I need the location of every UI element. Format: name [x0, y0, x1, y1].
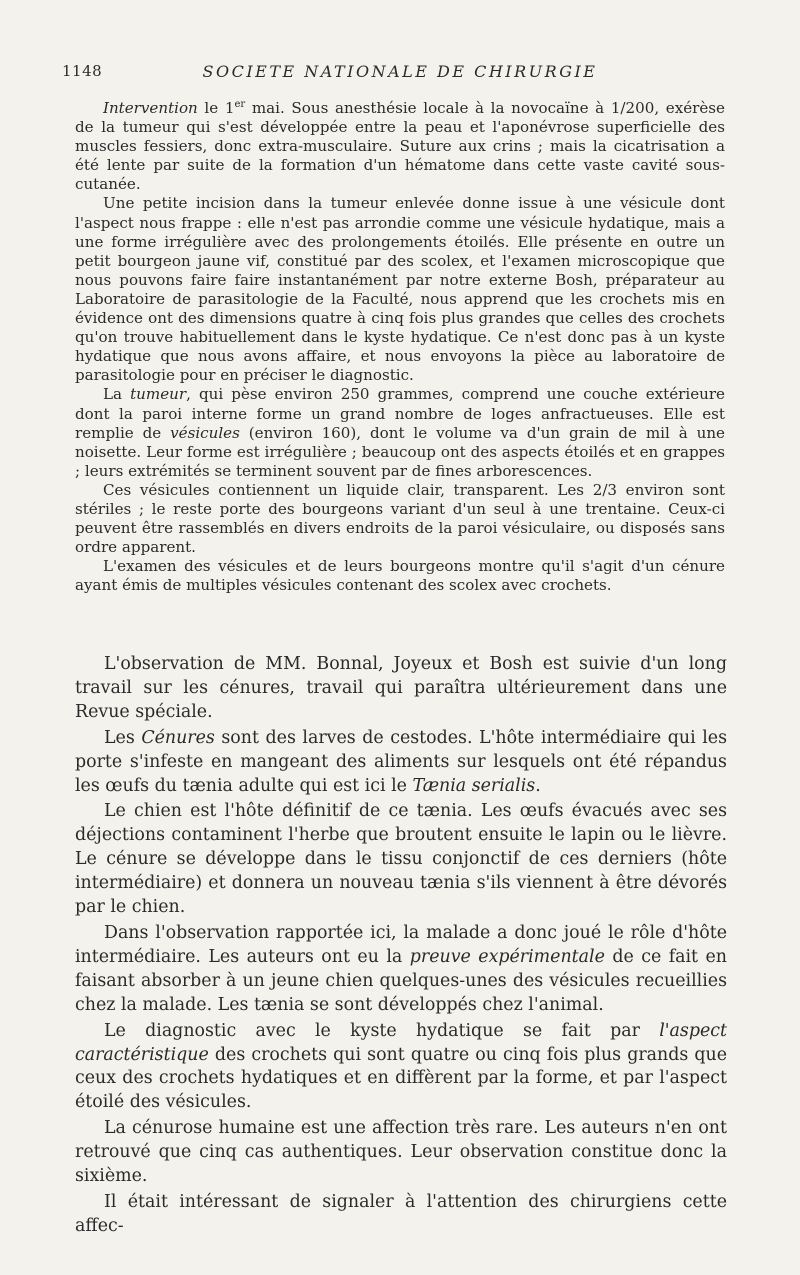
running-title: SOCIETE NATIONALE DE CHIRURGIE [202, 62, 598, 81]
intervention-label: Intervention [103, 99, 198, 117]
commentary-paragraph: Le chien est l'hôte définitif de ce tænia. Les œufs évacués avec ses déjections contaminent l'herbe que broutent ensuite le lapin ou le lièvre. Le cénure se développe dans le tissu conjonctif de ces derniers (hôte intermédiaire) et donnera un nouveau tænia s'ils viennent à être dévorés par le chien. [75, 801, 727, 918]
commentary-paragraph: Le diagnostic avec le kyste hydatique se fait par l'aspect caractéristique des crochets qui sont quatre ou cinq fois plus grands que ceux des crochets hydatiques et en diffèrent par la forme, et par l'aspect étoilé des vésicules. [75, 1020, 727, 1113]
case-paragraph-liquid: Ces vésicules contiennent un liquide clair, transparent. Les 2/3 environ sont stériles ; le reste porte des bourgeons variant d'un seul à une trentaine. Ceux-ci peuvent être rassemblés en divers endroits de la paroi vésiculaire, ou disposés sans ordre apparent. [75, 480, 725, 557]
case-paragraph-tumor: La tumeur, qui pèse environ 250 grammes, comprend une couche extérieure dont la paroi interne forme un grand nombre de loges anfractueuses. Elle est remplie de vésicules (environ 160), dont le volume va d'un grain de mil à une noisette. Leur forme est irrégulière ; beaucoup ont des aspects étoilés et en grappes ; leurs extrémités se terminent souvent par de fines arborescences. [75, 385, 725, 480]
commentary-paragraph: Il était intéressant de signaler à l'attention des chirurgiens cette affec- [75, 1191, 727, 1236]
case-paragraph-vesicle: Une petite incision dans la tumeur enlevée donne issue à une vésicule dont l'aspect nous frappe : elle n'est pas arrondie comme une vésicule hydatique, mais a une forme irrégulière avec des prolongements étoilés. Elle présente en outre un petit bourgeon jaune vif, constitué par des scolex, et l'examen microscopique que nous pouvons faire faire instantanément par notre externe Bosh, préparateur au Laboratoire de parasitologie de la Faculté, nous apprend que les crochets mis en évidence ont des dimensions quatre à cinq fois plus grandes que celles des crochets qu'on trouve habituellement dans le kyste hydatique. Ce n'est donc pas à un kyste hydatique que nous avons affaire, et nous envoyons la pièce au laboratoire de parasitologie pour en préciser le diagnostic. [75, 194, 725, 385]
commentary-section [75, 653, 727, 1241]
case-paragraph-intervention: Intervention le 1er mai. Sous anesthésie locale à la novocaïne à 1/200, exérèse de la tumeur qui s'est développée entre la peau et l'aponévrose superficielle des muscles fessiers, donc extra-musculaire. Suture aux crins ; mais la cicatrisation a été lente par suite de la formation d'un hématome dans cette vaste cavité sous-cutanée. [75, 98, 725, 194]
case-report-section [75, 99, 725, 595]
commentary-paragraph: Les Cénures sont des larves de cestodes. L'hôte intermédiaire qui les porte s'infeste en mangeant des aliments sur lesquels ont été répandus les œufs du tænia adulte qui est ici le Tænia serialis. [75, 727, 727, 796]
commentary-paragraph: La cénurose humaine est une affection très rare. Les auteurs n'en ont retrouvé que cinq cas authentiques. Leur observation constitue donc la sixième. [75, 1118, 727, 1187]
commentary-paragraph: L'observation de MM. Bonnal, Joyeux et Bosh est suivie d'un long travail sur les cénures, travail qui paraîtra ultérieurement dans une Revue spéciale. [75, 654, 727, 722]
page-number: 1148 [62, 62, 103, 80]
case-paragraph-conclusion: L'examen des vésicules et de leurs bourgeons montre qu'il s'agit d'un cénure ayant émis de multiples vésicules contenant des scolex avec crochets. [75, 557, 725, 595]
commentary-paragraph: Dans l'observation rapportée ici, la malade a donc joué le rôle d'hôte intermédiaire. Les auteurs ont eu la preuve expérimentale de ce fait en faisant absorber à un jeune chien quelques-unes des vésicules recueillies chez la malade. Les tænia se sont développés chez l'animal. [75, 922, 727, 1015]
page-header [62, 62, 738, 86]
